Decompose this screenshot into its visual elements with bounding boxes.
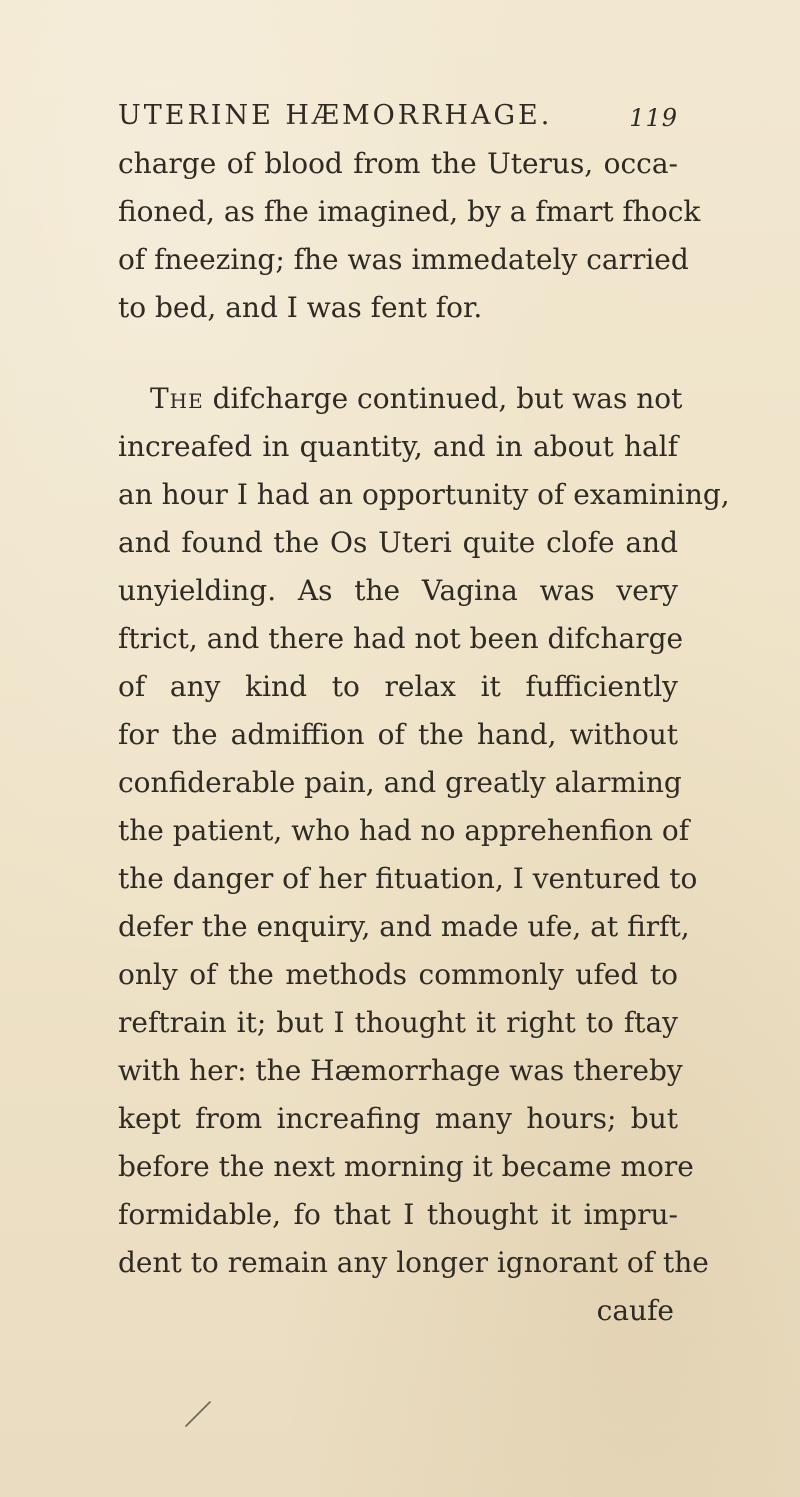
paragraph-opening-line xyxy=(118,375,683,423)
text-line: of fneezing; fhe was immedately carried xyxy=(118,243,689,276)
text-line: reftrain it; but I thought it right to ftay xyxy=(118,1006,678,1039)
text-line: an hour I had an opportunity of examining, xyxy=(118,478,730,511)
text-line: formidable, fo that I thought it impru- xyxy=(118,1198,678,1231)
text-line: charge of blood from the Uterus, occa- xyxy=(118,147,678,180)
text-line: increafed in quantity, and in about half xyxy=(118,430,678,463)
pencil-mark xyxy=(180,1390,220,1430)
catchword: caufe xyxy=(596,1294,674,1327)
text-line: dent to remain any longer ignorant of the xyxy=(118,1246,709,1279)
text-line: defer the enquiry, and made ufe, at firft, xyxy=(118,910,690,943)
text-line: fioned, as fhe imagined, by a fmart fhock xyxy=(118,195,701,228)
text-line: the danger of her fituation, I ventured to xyxy=(118,862,698,895)
text-line: only of the methods commonly ufed to xyxy=(118,958,678,991)
running-header xyxy=(118,96,678,136)
text-line: before the next morning it became more xyxy=(118,1150,694,1183)
paragraph-break xyxy=(118,332,678,375)
text-line: the patient, who had no apprehenfion of xyxy=(118,814,690,847)
text-line: for the admiffion of the hand, without xyxy=(118,718,678,751)
text-line: of any kind to relax it fufficiently xyxy=(118,670,678,703)
drop-word: The xyxy=(150,382,204,415)
text-line: to bed, and I was fent for. xyxy=(118,291,483,324)
opening-line-rest: difcharge continued, but was not xyxy=(203,382,683,415)
text-line: ftrict, and there had not been difcharge xyxy=(118,622,684,655)
body-text xyxy=(118,140,730,1335)
text-line: kept from increafing many hours; but xyxy=(118,1102,678,1135)
text-line: unyielding. As the Vagina was very xyxy=(118,574,678,607)
text-line: and found the Os Uteri quite clofe and xyxy=(118,526,678,559)
text-line: with her: the Hæmorrhage was thereby xyxy=(118,1054,683,1087)
page-number: 119 xyxy=(629,104,678,132)
running-title: UTERINE HÆMORRHAGE. xyxy=(118,100,553,131)
text-line: confiderable pain, and greatly alarming xyxy=(118,766,682,799)
